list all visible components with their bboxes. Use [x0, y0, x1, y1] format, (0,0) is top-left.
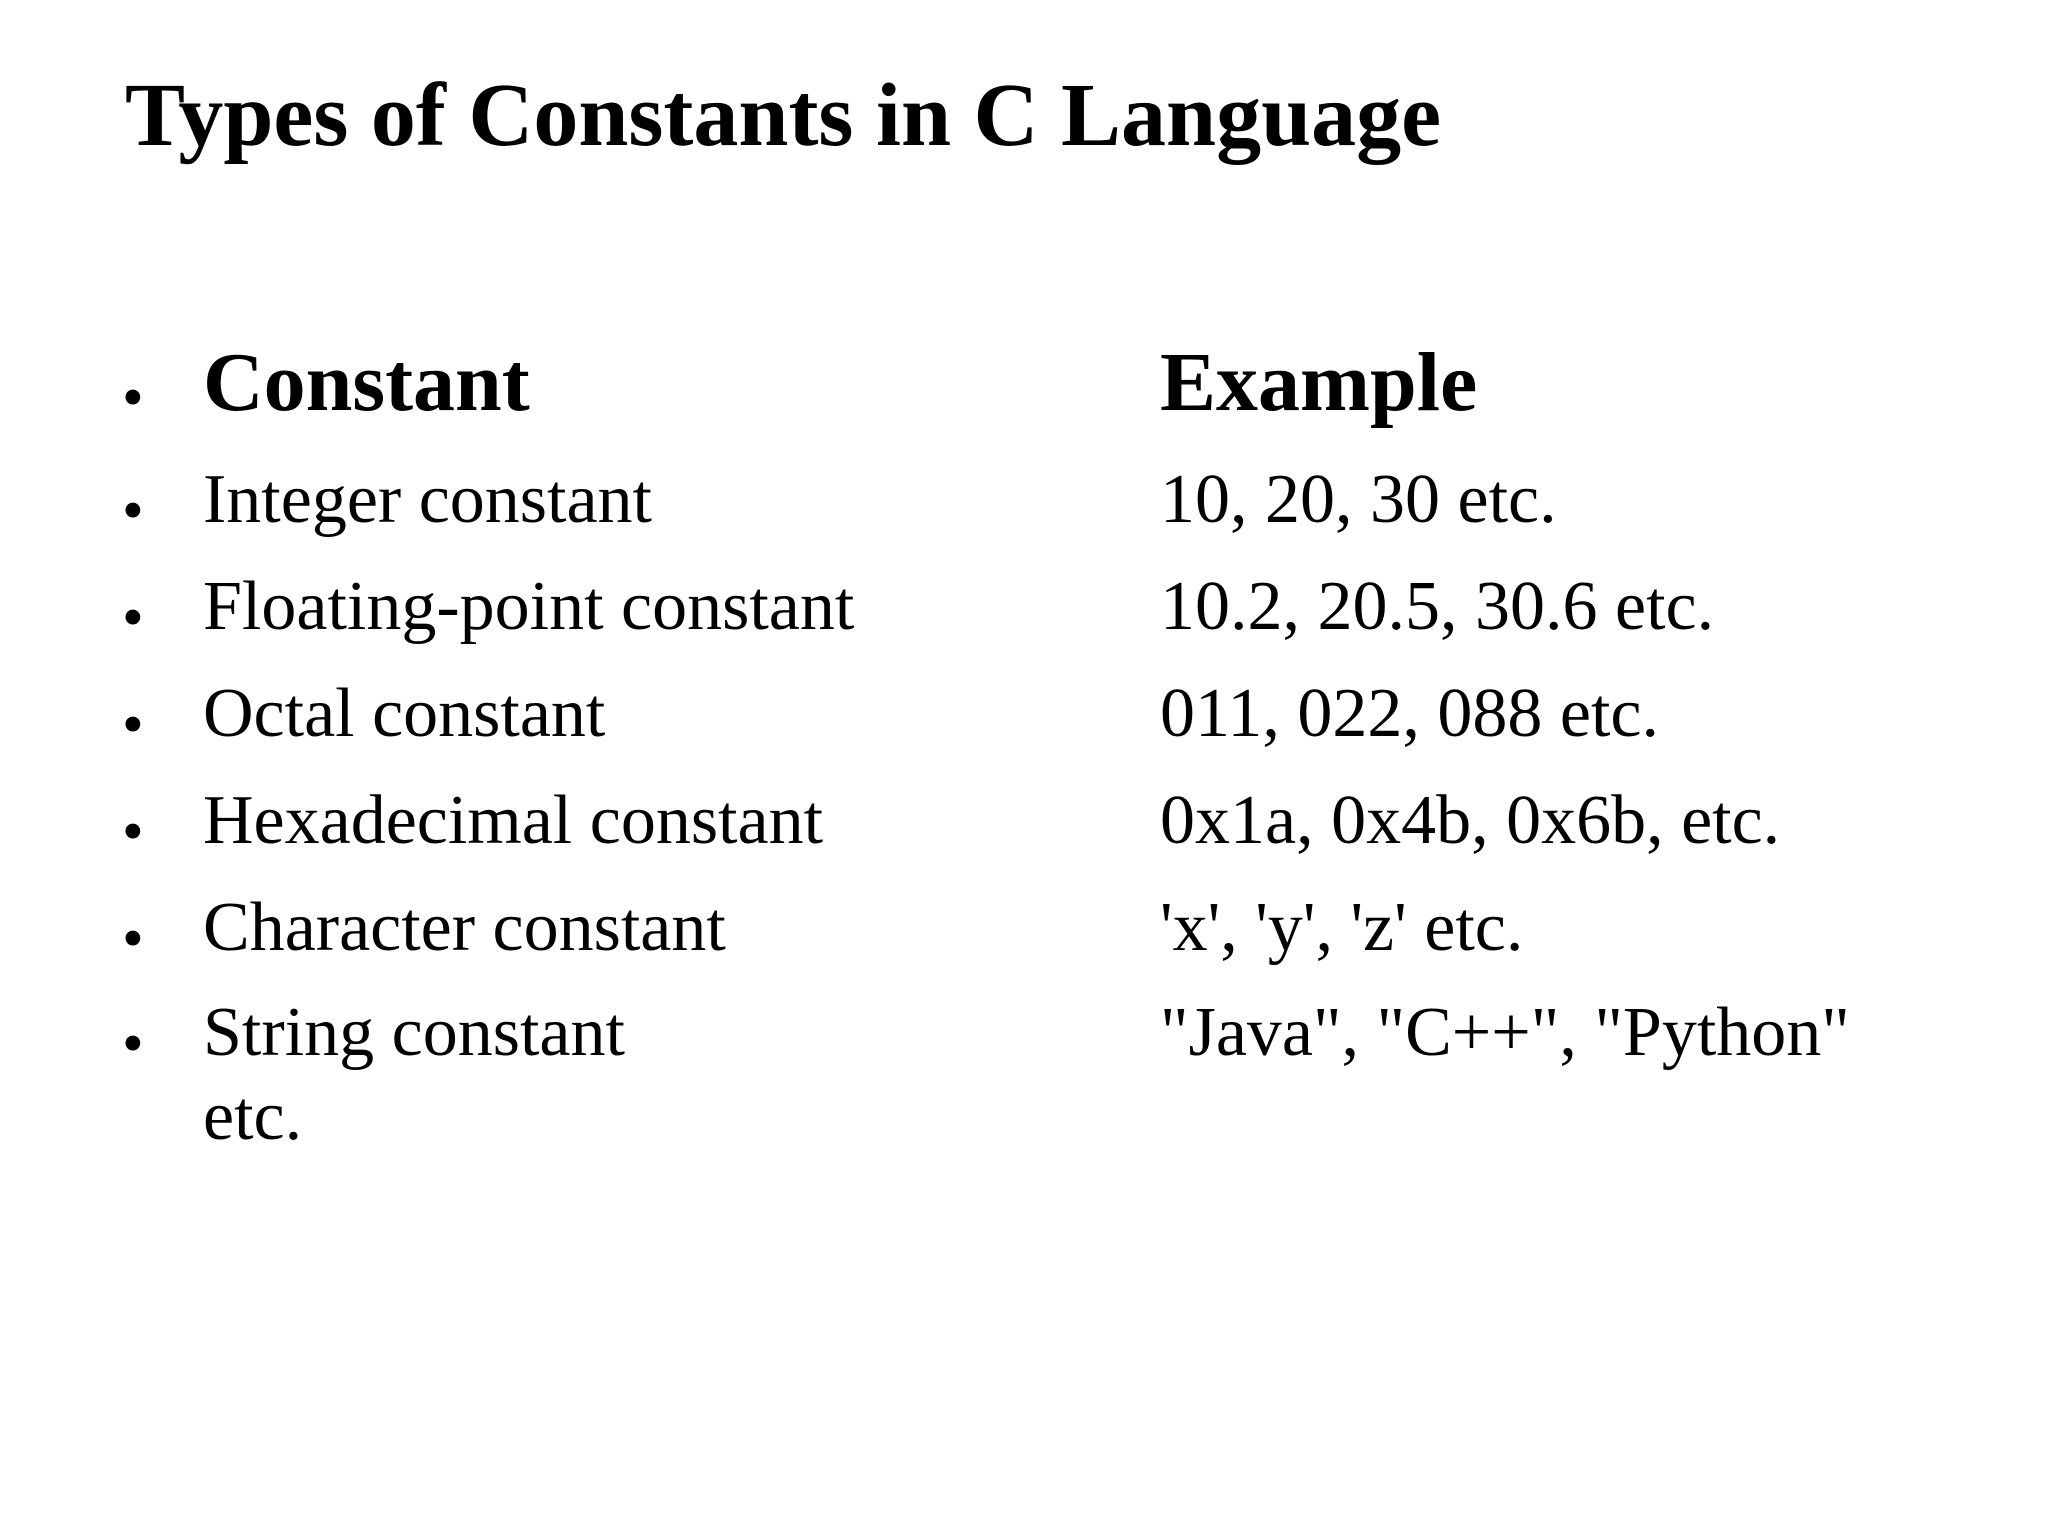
constant-example: 011, 022, 088 etc.: [1160, 675, 1659, 752]
constant-example: 10, 20, 30 etc.: [1160, 461, 1557, 538]
bullet-icon: •: [122, 691, 144, 759]
bullet-icon: •: [122, 477, 144, 545]
constant-example: "Java", "C++", "Python": [1160, 994, 1850, 1071]
header-constant: Constant: [203, 336, 530, 429]
constant-example: 'x', 'y', 'z' etc.: [1160, 889, 1524, 966]
header-example: Example: [1160, 336, 1478, 429]
slide-title: Types of Constants in C Language: [125, 66, 1442, 165]
constant-name: String constant: [203, 994, 625, 1071]
constant-name: Integer constant: [203, 461, 652, 538]
constant-name: Floating-point constant: [203, 568, 855, 645]
bullet-icon: •: [122, 1010, 144, 1078]
constant-name: Character constant: [203, 889, 726, 966]
bullet-icon: •: [122, 364, 144, 432]
bullet-icon: •: [122, 905, 144, 973]
constant-example: 10.2, 20.5, 30.6 etc.: [1160, 568, 1715, 645]
constant-example: 0x1a, 0x4b, 0x6b, etc.: [1160, 782, 1781, 859]
constant-name: Octal constant: [203, 675, 606, 752]
constant-name: Hexadecimal constant: [203, 782, 824, 859]
constant-name-continuation: etc.: [203, 1078, 303, 1155]
bullet-icon: •: [122, 798, 144, 866]
bullet-icon: •: [122, 584, 144, 652]
